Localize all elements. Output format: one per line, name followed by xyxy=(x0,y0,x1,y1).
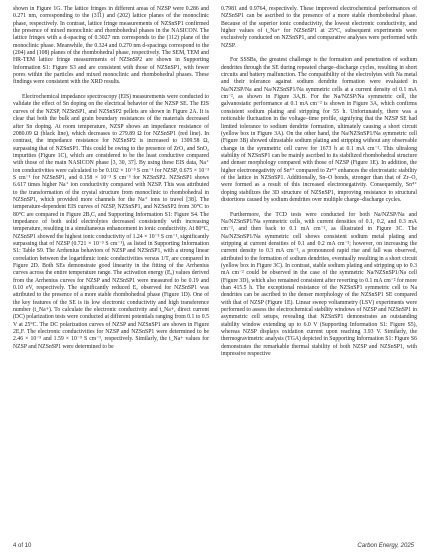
paragraph: 0.7981 and 0.9764, respectively. These improved electrochemical performances of NZSnSP1 can be ascribed to the presence of a more stable rhombohedral phase. Because of the superior ionic conductivity, the lowest electronic conductivity, and higher values of t_Na+ for NZSnSP1 at 25°C, subsequent experiments were exclusively conducted on NZSnSP1, and comparative analyses were performed with NZSP. xyxy=(221,6,417,49)
paragraph: Electrochemical impedance spectroscopy (EIS) measurements were conducted to validate the effect of Sn doping on the electrical behavior of the NZSP SE. The EIS curves of the NZSP, NZSnSP1, and NZSnSP2 pellets are shown in Figure 2A. It is clear that both the bulk and grain boundary resistances of the materials decreased after Sn doping. At room temperature, NZSP shows an impedance resistance of 2080.09 Ω (black line), which decreases to 279.89 Ω for NZSnSP1 (red line). In contrast, the impedance resistance for NZSnSP2 is increased to 1309.58 Ω, surpassing that of NZSnSP1. This could be owing to the presence of ZrO₂ and SnO₂ impurities (Figure 1C), which are considered to be the least conductive compared with those of the main NASICON phase [3, 30, 37]. By using these EIS data, Na⁺ ion conductivities were calculated to be 0.102 × 10⁻³ S cm⁻¹ for NZSP, 0.675 × 10⁻³ S cm⁻¹ for NZSnSP1, and 0.158 × 10⁻³ S cm⁻¹ for NZSnSP2. NZSnSP1 shows 6.617 times higher Na⁺ ion conductivity compared with NZSP. This was attributed to the transformation of the crystal structure from monoclinic to rhombohedral in NZSnSP1, which provided more channels for the Na⁺ ions to travel [38]. The temperature-dependent EIS curves of NZSP, NZSnSP1, and NZSnSP2 from 30°C to 80°C are compared in Figure 2B,C, and Supporting Information S1: Figure S4. The impedance of both solid electrolytes decreased consistently with increasing temperature, resulting in a simultaneous enhancement in ionic conductivity. At 80°C, NZSnSP1 showed the highest ionic conductivity of 1.24 × 10⁻³ S cm⁻¹, significantly surpassing that of NZSP (0.721 × 10⁻³ S cm⁻¹), as listed in Supporting Information S1: Table S9. The Arrhenius behaviors of NZSP and NZSnSP1, with a strong linear correlation between the logarithmic ionic conductivities versus 1/T, are compared in Figure 2D. Both SEs demonstrate good linearity in the fitting of the Arrhenius curves across the entire temperature range. The activation energy (Eₐ) values derived from the Arrhenius curves for NZSP and NZSnSP1 were measured to be 0.19 and 0.10 eV, respectively. The significantly reduced Eₐ observed for NZSnSP1 was attributed to the presence of a more stable rhombohedral phase (Figure 1D). One of the key features of the SE is its low electronic conductivity and high transference number (t_Na+). To calculate the electronic conductivity and t_Na+, direct current (DC) polarization tests were conducted at different potentials ranging from 0.1 to 0.5 V at 25°C. The DC polarization curves of NZSP and NZSnSP1 are shown in Figure 2E,F. The electronic conductivities for NZSP and NZSnSP1 were determined to be 2.46 × 10⁻⁹ and 1.59 × 10⁻⁹ S cm⁻¹, respectively. Similarly, the t_Na+ values for NZSP and NZSnSP1 were determined to be xyxy=(13,94,209,350)
journal-name: Carbon Energy, 2025 xyxy=(357,543,414,549)
page-number: 4 of 10 xyxy=(13,543,32,549)
left-column xyxy=(13,6,209,359)
right-column xyxy=(221,6,417,366)
paragraph: Furthermore, the TCD tests were conducted for both Na/NZSP/Na and Na/NZSnSP1/Na symmetric cells, with current densities of 0.1, 0.2, and 0.3 mA cm⁻², and then back to 0.1 mA cm⁻², as illustrated in Figure 3C. The Na/NZSnSP1/Na symmetric cell shows consistent sodium metal plating and stripping at current densities of 0.1 and 0.2 mA cm⁻²; however, on increasing the current density to 0.3 mA cm⁻², a pronounced rapid rise and fall was observed, attributed to the formation of sodium dendrites, eventually resulting in a short circuit (yellow box in Figure 3C). In contrast, stable sodium plating and stripping up to 0.3 mA cm⁻² could be observed in the case of the symmetric Na/NZSnSP1/Na cell (Figure 3D), which also remained consistent after reverting to 0.1 mA cm⁻² for more than 415.5 h. The exceptional resistance of the NZSnSP1 symmetric cell to Na dendrites can be ascribed to the denser morphology of the NZSnSP1 SE compared with that of NZSP (Figure 1E). Linear sweep voltammetry (LSV) experiments were performed to assess the electrochemical stability windows of NZSP and NZSnSP1 in asymmetric cell setups, revealing that NZSnSP1 demonstrates an outstanding stability window extending up to 6.0 V (Supporting Information S1: Figure S5), whereas NZSP displays oxidation current upon reaching 3.93 V. Similarly, the thermogravimetric analysis (TGA) depicted in Supporting Information S1: Figure S6 demonstrates the remarkable thermal stability of both NZSP and NZSnSP1, with impressive respective xyxy=(221,211,417,358)
paragraph: shown in Figure 1G. The lattice fringes in different areas of NZSP were 0.286 and 0.271 nm, corresponding to the (31̅1) and (202) lattice planes of the monoclinic phase, respectively. In contrast, lattice fringe measurements of NZSnSP1 confirmed the presence of mixed monoclinic and rhombohedral phases in the NASICON. The lattice fringes with a d-spacing of 0.3027 nm corresponds to the (112) plane of the monoclinic phase. Meanwhile, the 0.324 and 0.270 nm d-spacings correspond to the (204) and (108) planes of the rhombohedral phase, respectively. The SEM, TEM and HR-TEM lattice fringe measurements of NZSnSP2 are shown in Supporting Information S1: Figure S3 and are consistent with those of NZSnSP1, with fewer pores within the particles and mixed monoclinic and rhombohedral phases. These findings were consistent with the XRD results. xyxy=(13,6,209,86)
paragraph: For SSSBs, the greatest challenge is the formation and penetration of sodium dendrites through the SE during repeated charge–discharge cycles, resulting in short circuits and battery malfunction. The compatibility of the electrolytes with Na metal and their tolerance against sodium dendrite formation were evaluated in Na/NZSP/Na and Na/NZSnSP1/Na symmetric cells at a current density of 0.1 mA cm⁻², as shown in Figure 3A,B. For the Na/NZSP/Na symmetric cell, the galvanostatic performance at 0.1 mA cm⁻² is shown in Figure 3A, which confirms consistent sodium plating and stripping for 55 h. Unfortunately, there was a noticeable fluctuation in the voltage–time profile, signifying that the NZSP SE had limited tolerance to sodium dendrite formation, ultimately causing a short circuit (yellow box in Figure 3A). On the other hand, the Na/NZSnSP1/Na symmetric cell (Figure 3B) showed ultrastable sodium plating and stripping without any observable change in the symmetric cell curve for 1673 h at 0.1 mA cm⁻². This ultralong stability of NZSnSP1 can be mainly ascribed to its stabilized rhombohedral structure and denser morphology compared with those of NZSP (Figure 1E). In addition, the higher electronegativity of Sn⁴⁺ compared to Zr⁴⁺ enhances the electrostatic stability of the lattice in NZSnSP1. Additionally, Sn–O bonds, stronger than that of Zr–O, were formed as a result of this increased electronegativity. Consequently, Sn⁴⁺ doping stabilizes the 3D structure of NZSnSP1, improving resistance to structural distortions caused by sodium dendrites over multiple charge–discharge cycles. xyxy=(221,57,417,203)
